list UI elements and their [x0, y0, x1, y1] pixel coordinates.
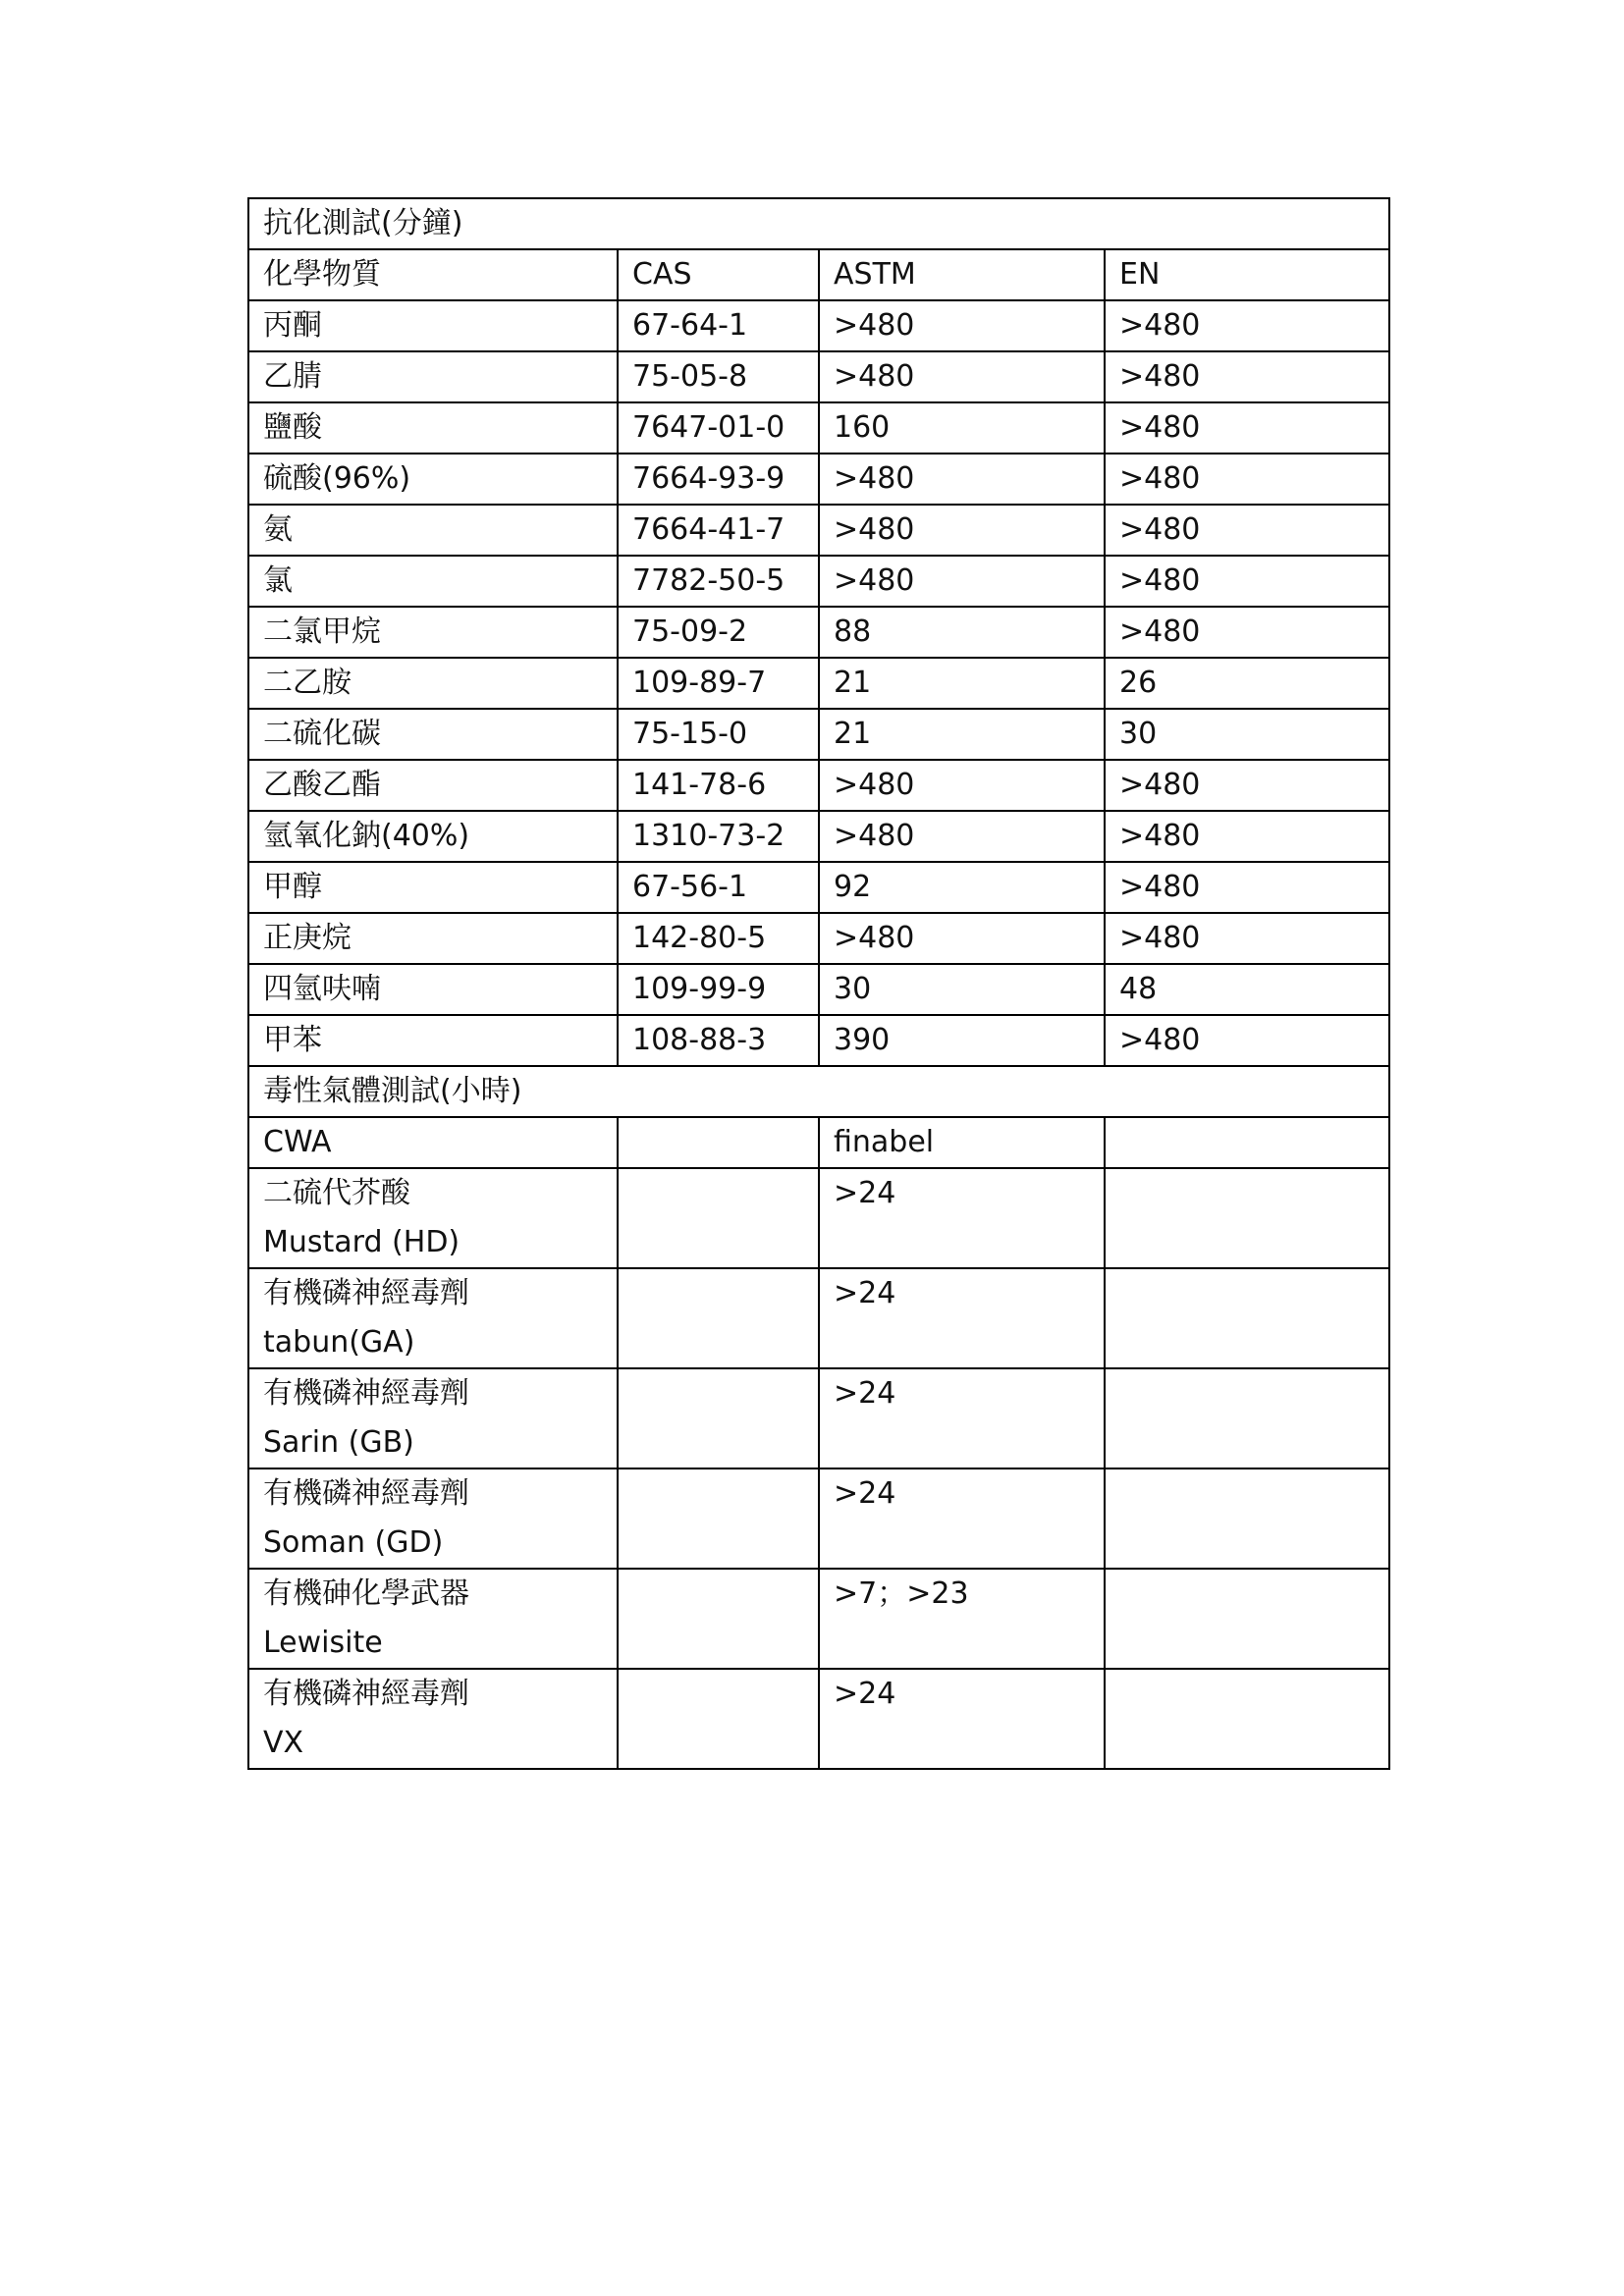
en-cell: 30 [1105, 709, 1389, 760]
agent-name-cell-line-2: tabun(GA) [263, 1325, 415, 1360]
astm-cell: >480 [819, 811, 1105, 862]
empty-cell [618, 1468, 819, 1569]
substance-cell: 鹽酸 [248, 402, 618, 454]
finabel-cell: >24 [819, 1468, 1105, 1569]
table-row [248, 1015, 1389, 1066]
empty-cell [1105, 1669, 1389, 1769]
section-title-row [248, 198, 1389, 249]
empty-cell [1105, 1569, 1389, 1669]
empty-cell [618, 1669, 819, 1769]
astm-cell: 390 [819, 1015, 1105, 1066]
agent-name-cell [248, 1468, 618, 1569]
cas-cell: 7647-01-0 [618, 402, 819, 454]
cwa-empty-cell [618, 1117, 819, 1168]
finabel-cell: >7；>23 [819, 1569, 1105, 1669]
cas-cell: 108-88-3 [618, 1015, 819, 1066]
cas-cell: 141-78-6 [618, 760, 819, 811]
agent-name-cell [248, 1168, 618, 1268]
astm-cell: >480 [819, 505, 1105, 556]
en-cell: >480 [1105, 607, 1389, 658]
en-cell: 26 [1105, 658, 1389, 709]
agent-name-cell-line-2: Mustard (HD) [263, 1225, 460, 1259]
cwa-header: CWA [248, 1117, 618, 1168]
empty-cell [1105, 1268, 1389, 1368]
header-row [248, 249, 1389, 300]
agent-name-cell [248, 1569, 618, 1669]
table-row [248, 913, 1389, 964]
astm-cell: 160 [819, 402, 1105, 454]
table-row [248, 402, 1389, 454]
cas-cell: 75-05-8 [618, 351, 819, 402]
en-cell: 48 [1105, 964, 1389, 1015]
agent-name-cell-line-1: 二硫代芥酸 [263, 1176, 410, 1210]
en-cell: >480 [1105, 811, 1389, 862]
cas-cell: 1310-73-2 [618, 811, 819, 862]
agent-row [248, 1569, 1389, 1669]
table-row [248, 811, 1389, 862]
substance-cell: 氨 [248, 505, 618, 556]
astm-cell: >480 [819, 913, 1105, 964]
cas-cell: 75-09-2 [618, 607, 819, 658]
table-body [248, 198, 1389, 1769]
agent-name-cell-line-1: 有機砷化學武器 [263, 1576, 469, 1611]
agent-name-cell-line-2: VX [263, 1726, 304, 1760]
en-cell: >480 [1105, 402, 1389, 454]
cas-cell: 7782-50-5 [618, 556, 819, 607]
cwa-header-row [248, 1117, 1389, 1168]
substance-cell: 乙酸乙酯 [248, 760, 618, 811]
substance-cell: 乙腈 [248, 351, 618, 402]
cas-cell: 67-64-1 [618, 300, 819, 351]
substance-cell: 氯 [248, 556, 618, 607]
cwa-empty-cell [1105, 1117, 1389, 1168]
agent-name-cell-line-2: Lewisite [263, 1626, 383, 1660]
table-row [248, 964, 1389, 1015]
finabel-cell: >24 [819, 1268, 1105, 1368]
substance-cell: 甲苯 [248, 1015, 618, 1066]
table-row [248, 454, 1389, 505]
agent-name-cell-line-1: 有機磷神經毒劑 [263, 1677, 469, 1711]
finabel-cell: >24 [819, 1669, 1105, 1769]
substance-cell: 正庚烷 [248, 913, 618, 964]
table-row [248, 760, 1389, 811]
table-row [248, 351, 1389, 402]
substance-cell: 四氫呋喃 [248, 964, 618, 1015]
substance-cell: 二氯甲烷 [248, 607, 618, 658]
en-cell: >480 [1105, 1015, 1389, 1066]
astm-cell: 88 [819, 607, 1105, 658]
cas-cell: 75-15-0 [618, 709, 819, 760]
table-row [248, 709, 1389, 760]
en-cell: >480 [1105, 351, 1389, 402]
agent-name-cell-line-1: 有機磷神經毒劑 [263, 1476, 469, 1511]
astm-cell: 30 [819, 964, 1105, 1015]
cas-cell: 7664-93-9 [618, 454, 819, 505]
section-title-chemical-test: 抗化測試(分鐘) [248, 198, 1389, 249]
agent-row [248, 1468, 1389, 1569]
agent-name-cell-line-1: 有機磷神經毒劑 [263, 1276, 469, 1310]
empty-cell [1105, 1468, 1389, 1569]
cas-cell: 109-89-7 [618, 658, 819, 709]
en-cell: >480 [1105, 454, 1389, 505]
header-cas: CAS [618, 249, 819, 300]
empty-cell [618, 1268, 819, 1368]
astm-cell: >480 [819, 351, 1105, 402]
empty-cell [1105, 1168, 1389, 1268]
substance-cell: 二硫化碳 [248, 709, 618, 760]
substance-cell: 硫酸(96%) [248, 454, 618, 505]
table-row [248, 658, 1389, 709]
empty-cell [618, 1368, 819, 1468]
table-row [248, 505, 1389, 556]
en-cell: >480 [1105, 760, 1389, 811]
cas-cell: 109-99-9 [618, 964, 819, 1015]
agent-row [248, 1368, 1389, 1468]
empty-cell [618, 1168, 819, 1268]
header-astm: ASTM [819, 249, 1105, 300]
substance-cell: 甲醇 [248, 862, 618, 913]
en-cell: >480 [1105, 556, 1389, 607]
agent-name-cell [248, 1268, 618, 1368]
finabel-header: finabel [819, 1117, 1105, 1168]
agent-name-cell-line-1: 有機磷神經毒劑 [263, 1376, 469, 1411]
empty-cell [618, 1569, 819, 1669]
agent-name-cell-line-2: Soman (GD) [263, 1525, 444, 1560]
agent-name-cell-line-2: Sarin (GB) [263, 1425, 414, 1460]
astm-cell: >480 [819, 556, 1105, 607]
en-cell: >480 [1105, 300, 1389, 351]
finabel-cell: >24 [819, 1168, 1105, 1268]
table-row [248, 556, 1389, 607]
table-row [248, 607, 1389, 658]
substance-cell: 二乙胺 [248, 658, 618, 709]
agent-name-cell [248, 1669, 618, 1769]
astm-cell: 21 [819, 709, 1105, 760]
astm-cell: >480 [819, 300, 1105, 351]
section-title-toxic-gas-test: 毒性氣體測試(小時) [248, 1066, 1389, 1117]
table-row [248, 300, 1389, 351]
header-en: EN [1105, 249, 1389, 300]
chemical-resistance-table [247, 197, 1390, 1770]
table-row [248, 862, 1389, 913]
cas-cell: 67-56-1 [618, 862, 819, 913]
cas-cell: 142-80-5 [618, 913, 819, 964]
en-cell: >480 [1105, 862, 1389, 913]
substance-cell: 丙酮 [248, 300, 618, 351]
agent-row [248, 1168, 1389, 1268]
astm-cell: >480 [819, 454, 1105, 505]
astm-cell: 21 [819, 658, 1105, 709]
finabel-cell: >24 [819, 1368, 1105, 1468]
cas-cell: 7664-41-7 [618, 505, 819, 556]
header-substance: 化學物質 [248, 249, 618, 300]
substance-cell: 氫氧化鈉(40%) [248, 811, 618, 862]
agent-name-cell [248, 1368, 618, 1468]
empty-cell [1105, 1368, 1389, 1468]
astm-cell: >480 [819, 760, 1105, 811]
en-cell: >480 [1105, 913, 1389, 964]
section-title-row [248, 1066, 1389, 1117]
en-cell: >480 [1105, 505, 1389, 556]
agent-row [248, 1669, 1389, 1769]
agent-row [248, 1268, 1389, 1368]
astm-cell: 92 [819, 862, 1105, 913]
